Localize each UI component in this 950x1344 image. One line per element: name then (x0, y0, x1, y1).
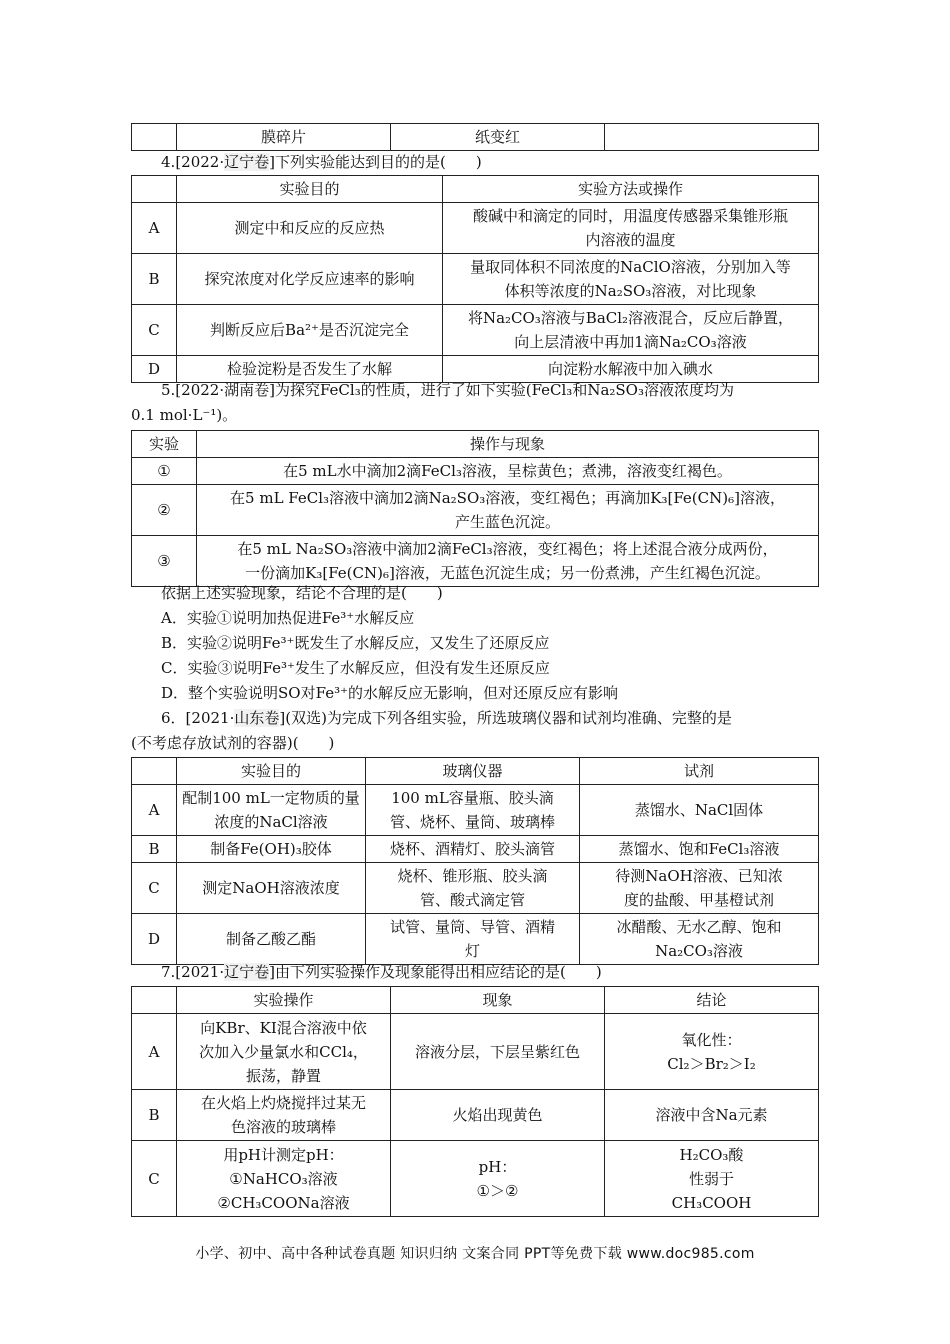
q7-op-line: 次加入少量氯水和CCl₄， (199, 1042, 368, 1061)
q7-concl: 溶液中含Na元素 (605, 1090, 819, 1141)
q4-table (131, 175, 819, 383)
q7-op (177, 1090, 391, 1141)
q7-op (177, 1141, 391, 1217)
q4-header-1: 实验目的 (177, 176, 443, 203)
table-row (132, 254, 819, 305)
q6-purpose-line: 浓度的NaCl溶液 (214, 813, 328, 831)
q7-header-3: 结论 (605, 987, 819, 1014)
q6-source: 山东卷 (234, 709, 280, 727)
q7-phen: 火焰出现黄色 (391, 1090, 605, 1141)
q6-glass-line: 管、烧杯、量筒、玻璃棒 (389, 813, 555, 831)
q6-opt: B (132, 836, 177, 863)
q7-opt: C (132, 1141, 177, 1217)
q4-source-pre: [2022· (175, 153, 225, 171)
q4-method-line: 体积等浓度的Na₂SO₃溶液，对比现象 (504, 282, 757, 300)
q4-purpose: 探究浓度对化学反应速率的影响 (177, 254, 443, 305)
q7-phen-line: pH： (478, 1157, 517, 1176)
q6-reagent-line: 冰醋酸、无水乙醇、饱和 (616, 918, 782, 936)
q4-source: 辽宁卷 (224, 153, 270, 171)
q7-source: 辽宁卷 (224, 963, 270, 981)
q7-concl-line: H₂CO₃酸 (679, 1145, 744, 1164)
table-row (132, 203, 819, 254)
q6-header-3: 试剂 (580, 758, 819, 785)
q6-purpose: 制备Fe(OH)₃胶体 (177, 836, 366, 863)
q6-glass-line: 管、酸式滴定管 (419, 891, 525, 909)
q5-table (131, 430, 819, 587)
q7-prompt: ]由下列实验操作及现象能得出相应结论的是( ) (269, 963, 602, 981)
q7-op-line: ②CH₃COONa溶液 (217, 1193, 350, 1212)
q6-reagent: 蒸馏水、饱和FeCl₃溶液 (580, 836, 819, 863)
top-cell-0 (132, 124, 177, 151)
q4-method (443, 254, 819, 305)
q5-option-c: C．实验③说明Fe³⁺发生了水解反应，但没有发生还原反应 (161, 659, 550, 677)
q6-purpose: 制备乙酸乙酯 (177, 914, 366, 965)
q7-header-0 (132, 987, 177, 1014)
q5-exp-line: 产生蓝色沉淀。 (454, 513, 560, 531)
q6-glass (366, 863, 580, 914)
q7-concl-line: 氧化性： (681, 1030, 742, 1049)
q7-concl-line: 性弱于 (688, 1169, 734, 1188)
q4-method-line: 将Na₂CO₃溶液与BaCl₂溶液混合，反应后静置， (467, 309, 794, 327)
q7-opt: A (132, 1014, 177, 1090)
q5-header-0: 实验 (132, 431, 197, 458)
q7-opt: B (132, 1090, 177, 1141)
q7-header-1: 实验操作 (177, 987, 391, 1014)
q6-stem-line2: (不考虑存放试剂的容器)( ) (131, 734, 335, 752)
q7-op-line: 向KBr、KI混合溶液中依 (200, 1018, 367, 1037)
q4-stem (131, 150, 819, 175)
q7-op-line: ①NaHCO₃溶液 (229, 1169, 338, 1188)
table-row (132, 305, 819, 356)
q7-op-line: 振荡，静置 (245, 1066, 321, 1085)
q5-option-b: B．实验②说明Fe³⁺既发生了水解反应，又发生了还原反应 (161, 634, 550, 652)
q4-opt: B (132, 254, 177, 305)
q6-opt: D (132, 914, 177, 965)
q4-method-line: 量取同体积不同浓度的NaClO溶液，分别加入等 (470, 258, 791, 276)
q7-op-line: 用pH计测定pH： (223, 1145, 344, 1164)
q6-glass: 烧杯、酒精灯、胶头滴管 (366, 836, 580, 863)
q6-purpose: 测定NaOH溶液浓度 (177, 863, 366, 914)
q5-exp-no: ① (132, 458, 197, 485)
q6-header-2: 玻璃仪器 (366, 758, 580, 785)
q7-phen: 溶液分层，下层呈紫红色 (391, 1014, 605, 1090)
q6-glass-line: 烧杯、锥形瓶、胶头滴 (397, 867, 548, 885)
q7-op-line: 在火焰上灼烧搅拌过某无 (200, 1094, 366, 1112)
q5-stem-line1: 5.[2022·湖南卷]为探究FeCl₃的性质，进行了如下实验(FeCl₃和Na₂SO₃溶液浓度均为 (161, 381, 734, 399)
q4-header-0 (132, 176, 177, 203)
q6-reagent-line: 待测NaOH溶液、已知浓 (615, 867, 783, 885)
q4-opt: C (132, 305, 177, 356)
q5-stem-line2: 0.1 mol·L⁻¹)。 (131, 406, 238, 424)
q5-exp-line: 在5 mL FeCl₃溶液中滴加2滴Na₂SO₃溶液，变红褐色；再滴加K₃[Fe(CN)₆]溶液， (230, 489, 785, 507)
q5-exp-no: ② (132, 485, 197, 536)
q5-exp-line: 一份滴加K₃[Fe(CN)₆]溶液，无蓝色沉淀生成；另一份煮沸，产生红褐色沉淀。 (245, 564, 770, 582)
q4-method (443, 305, 819, 356)
q4-purpose: 测定中和反应的反应热 (177, 203, 443, 254)
q4-opt: A (132, 203, 177, 254)
table-row (132, 863, 819, 914)
top-cell-1: 膜碎片 (177, 124, 391, 151)
q4-opt: D (132, 356, 177, 383)
q6-source-pre: 6．[2021· (161, 709, 235, 727)
q5-exp-desc (197, 485, 819, 536)
q7-phen-line: ①＞② (476, 1181, 519, 1200)
q5-header-1: 操作与现象 (197, 431, 819, 458)
q5-option-d: D．整个实验说明SO对Fe³⁺的水解反应无影响，但对还原反应有影响 (161, 684, 618, 702)
q6-prompt: ](双选)为完成下列各组实验，所选玻璃仪器和试剂均准确、完整的是 (279, 709, 732, 727)
q6-opt: C (132, 863, 177, 914)
q4-method-line: 向上层清液中再加1滴Na₂CO₃溶液 (514, 333, 747, 351)
table-row (132, 1014, 819, 1090)
table-row (132, 1090, 819, 1141)
q6-glass (366, 914, 580, 965)
q5-exp-line: 在5 mL Na₂SO₃溶液中滴加2滴FeCl₃溶液，变红褐色；将上述混合液分成两份， (237, 540, 778, 558)
q4-purpose: 检验淀粉是否发生了水解 (177, 356, 443, 383)
q4-number: 4. (161, 153, 176, 171)
q6-reagent: 蒸馏水、NaCl固体 (580, 785, 819, 836)
q5-question-block (131, 581, 819, 706)
top-cell-2: 纸变红 (391, 124, 605, 151)
table-row (132, 458, 819, 485)
q7-table (131, 986, 819, 1217)
q7-source-pre: 7.[2021· (161, 963, 225, 981)
q7-concl (605, 1141, 819, 1217)
q5-exp-desc (197, 536, 819, 587)
q7-stem (131, 960, 819, 985)
q7-op-line: 色溶液的玻璃棒 (230, 1118, 336, 1136)
q6-purpose-line: 配制100 mL一定物质的量 (182, 789, 360, 807)
table-row (132, 536, 819, 587)
q5-exp-no: ③ (132, 536, 197, 587)
table-row (132, 785, 819, 836)
q4-purpose: 判断反应后Ba²⁺是否沉淀完全 (177, 305, 443, 356)
q7-header-2: 现象 (391, 987, 605, 1014)
q6-stem (131, 706, 819, 756)
q6-glass-line: 灯 (464, 942, 480, 960)
q4-method-line: 向淀粉水解液中加入碘水 (547, 360, 713, 378)
top-table (131, 123, 819, 151)
q4-method-line: 内溶液的温度 (585, 231, 676, 249)
q6-reagent (580, 914, 819, 965)
q4-prompt: ]下列实验能达到目的的是( ) (269, 153, 482, 171)
q5-stem (131, 378, 819, 428)
footer-ad: 小学、初中、高中各种试卷真题 知识归纳 文案合同 PPT等免费下载 www.doc985.com (195, 1246, 755, 1262)
q5-question: 依据上述实验现象，结论不合理的是( ) (161, 584, 443, 602)
q6-reagent-line: Na₂CO₃溶液 (655, 942, 743, 960)
q5-option-a: A．实验①说明加热促进Fe³⁺水解反应 (161, 609, 415, 627)
top-cell-3 (605, 124, 819, 151)
q7-concl (605, 1014, 819, 1090)
q7-concl-line: CH₃COOH (671, 1193, 752, 1212)
q4-header-2: 实验方法或操作 (443, 176, 819, 203)
q7-op (177, 1014, 391, 1090)
q7-phen (391, 1141, 605, 1217)
q6-reagent-line: 度的盐酸、甲基橙试剂 (623, 891, 774, 909)
table-row (132, 836, 819, 863)
q6-glass-line: 100 mL容量瓶、胶头滴 (391, 789, 554, 807)
q6-glass-line: 试管、量筒、导管、酒精 (389, 918, 555, 936)
table-row (132, 914, 819, 965)
q6-glass (366, 785, 580, 836)
q6-header-0 (132, 758, 177, 785)
table-row (132, 485, 819, 536)
q4-method (443, 203, 819, 254)
q6-reagent (580, 863, 819, 914)
table-row (132, 1141, 819, 1217)
q6-opt: A (132, 785, 177, 836)
q6-table (131, 757, 819, 965)
q5-exp-desc: 在5 mL水中滴加2滴FeCl₃溶液，呈棕黄色；煮沸，溶液变红褐色。 (197, 458, 819, 485)
q6-header-1: 实验目的 (177, 758, 366, 785)
q7-concl-line: Cl₂＞Br₂＞I₂ (667, 1054, 756, 1073)
q4-method-line: 酸碱中和滴定的同时，用温度传感器采集锥形瓶 (472, 207, 788, 225)
q6-purpose (177, 785, 366, 836)
